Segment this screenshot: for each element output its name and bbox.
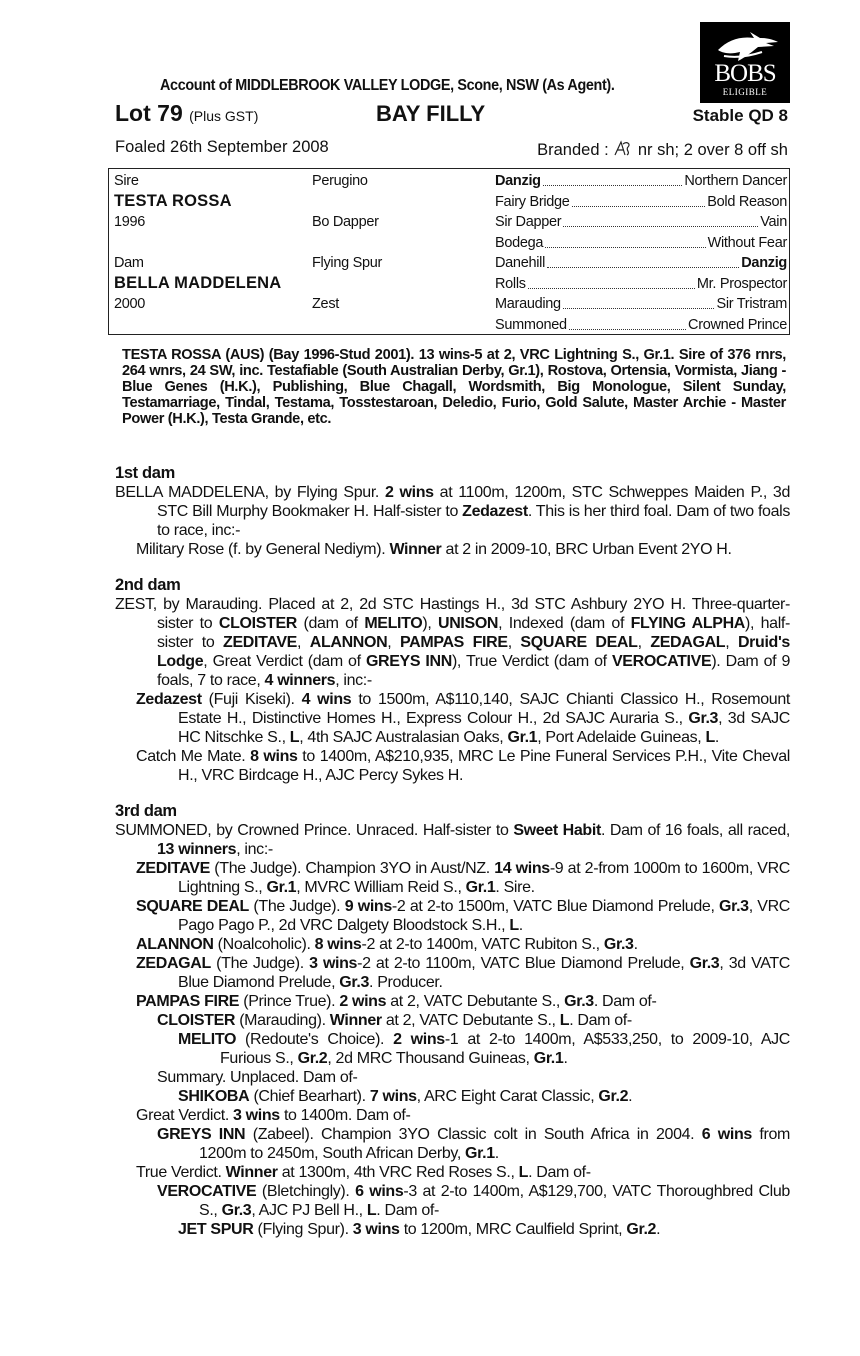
- highlight-text: Gr.3: [339, 974, 370, 991]
- highlight-text: 13 winners: [157, 841, 237, 858]
- pedigree-entry: [115, 595, 791, 690]
- entry-text: , 2d MRC Thousand Guineas,: [327, 1050, 534, 1067]
- leader-dots: [528, 274, 695, 289]
- highlight-text: Gr.3: [221, 1202, 252, 1219]
- highlight-text: CLOISTER: [218, 615, 297, 632]
- entry-text: .: [714, 729, 720, 746]
- entry-text: , inc:-: [236, 841, 273, 858]
- section-heading: 2nd dam: [115, 576, 181, 594]
- entry-text: -9 at 2-from 1000m to 1600m, VRC Lightning S.,: [178, 860, 791, 896]
- great-grandsire-name: Vain: [760, 214, 787, 230]
- great-grandsire-name: Crowned Prince: [688, 316, 787, 333]
- entry-text: . Dam of 16 foals, all raced,: [600, 822, 791, 839]
- bobs-eligible-logo: [700, 22, 790, 103]
- leader-dots: [545, 233, 705, 248]
- entry-text: Great Verdict.: [136, 1107, 234, 1124]
- pedigree-grandparent-row: [495, 253, 787, 273]
- pedigree-entry: [178, 1220, 790, 1239]
- entry-text: (Redoute's Choice).: [236, 1031, 394, 1048]
- sire-year: 1996: [114, 214, 146, 230]
- entry-text: (Prince True).: [239, 993, 340, 1010]
- entry-text: , AJC PJ Bell H.,: [251, 1202, 367, 1219]
- entry-text: ). Dam of 9 foals, 7 to race,: [157, 653, 791, 689]
- lot-number: [115, 100, 258, 127]
- highlight-text: Gr.3: [564, 993, 594, 1010]
- highlight-text: Gr.1: [465, 1145, 495, 1162]
- pedigree-entry: [136, 540, 790, 559]
- entry-text: , 3d VATC Blue Diamond Prelude,: [178, 955, 790, 991]
- grandparent-name: Bodega: [495, 234, 544, 251]
- highlight-text: SQUARE DEAL: [136, 898, 249, 915]
- pedigree-entry: [136, 992, 790, 1011]
- entry-text: SUMMONED, by Crowned Prince. Unraced. Half-sister to: [115, 822, 514, 839]
- pedigree-grandparent-row: [495, 233, 787, 253]
- entry-text: to 1200m, MRC Caulfield Sprint,: [399, 1221, 627, 1238]
- highlight-text: Gr.3: [603, 936, 634, 953]
- entry-text: .: [656, 1221, 661, 1238]
- entry-text: .: [518, 917, 523, 934]
- highlight-text: ZEDAGAL: [650, 634, 726, 651]
- pedigree-entry: [136, 859, 791, 897]
- leader-dots: [569, 315, 686, 330]
- entry-text: at 1300m, 4th VRC Red Roses S.,: [277, 1164, 519, 1181]
- highlight-text: Druid's Lodge: [157, 634, 790, 670]
- sire-sire: Perugino: [312, 173, 368, 189]
- entry-text: from 1200m to 2450m, South African Derby,: [199, 1126, 791, 1162]
- highlight-text: Winner: [389, 541, 442, 558]
- pedigree-entry: [136, 954, 790, 992]
- brand-mark-icon: [613, 138, 633, 158]
- highlight-text: PAMPAS FIRE: [400, 634, 508, 651]
- entry-text: ,: [507, 634, 521, 651]
- entry-text: .: [563, 1050, 568, 1067]
- grandparent-name: Rolls: [495, 275, 526, 292]
- entry-text: , MVRC William Reid S.,: [296, 879, 466, 896]
- pedigree-entry: [157, 1182, 790, 1220]
- entry-text: ,: [297, 634, 310, 651]
- entry-text: , Indexed (dam of: [498, 615, 631, 632]
- grandparent-name: Danehill: [495, 255, 545, 271]
- highlight-text: ZEDITAVE: [223, 634, 297, 651]
- highlight-text: 2 wins: [385, 484, 434, 501]
- highlight-text: 2 wins: [339, 993, 387, 1010]
- highlight-text: JET SPUR: [178, 1221, 254, 1238]
- highlight-text: Zedazest: [136, 691, 202, 708]
- pedigree-entry: [136, 747, 790, 785]
- entry-text: . Sire.: [495, 879, 535, 896]
- entry-text: . Producer.: [369, 974, 443, 991]
- great-grandsire-name: Bold Reason: [707, 193, 787, 210]
- entry-text: Catch Me Mate.: [136, 748, 251, 765]
- highlight-text: Sweet Habit: [513, 822, 601, 839]
- highlight-text: ALANNON: [309, 634, 388, 651]
- entry-text: .: [494, 1145, 499, 1162]
- pedigree-entry: [115, 821, 791, 859]
- entry-text: ,: [637, 634, 651, 651]
- highlight-text: Gr.2: [297, 1050, 328, 1067]
- highlight-text: L: [559, 1012, 570, 1029]
- pedigree-table: [108, 168, 790, 335]
- leader-dots: [543, 171, 683, 186]
- great-grandsire-name: Sir Tristram: [716, 296, 787, 312]
- highlight-text: L: [509, 917, 519, 934]
- section-heading: 1st dam: [115, 464, 175, 482]
- grandparent-name: Sir Dapper: [495, 214, 562, 230]
- entry-text: -3 at 2-to 1400m, A$129,700, VATC Thoroughbred Club S.,: [199, 1183, 790, 1219]
- entry-text: (Zabeel). Champion 3YO Classic colt in South Africa in 2004.: [245, 1126, 702, 1143]
- highlight-text: Gr.3: [688, 710, 719, 727]
- pedigree-entry: [157, 1011, 790, 1030]
- great-grandsire-name: Without Fear: [707, 234, 787, 251]
- entry-text: Military Rose (f. by General Nediym).: [136, 541, 390, 558]
- highlight-text: Gr.1: [533, 1050, 564, 1067]
- pedigree-entry: [136, 1163, 790, 1182]
- pedigree-grandparent-row: [495, 315, 787, 335]
- pedigree-grandparent-row: [495, 171, 787, 191]
- highlight-text: L: [518, 1164, 529, 1181]
- pedigree-entry: [178, 1087, 790, 1106]
- entry-text: to 1400m, A$210,935, MRC Le Pine Funeral Services P.H., Vite Cheval H., VRC Birdcage H., AJC Percy Sykes H.: [178, 748, 790, 784]
- highlight-text: Gr.3: [719, 898, 749, 915]
- entry-text: . Dam of-: [376, 1202, 439, 1219]
- leader-dots: [572, 192, 706, 207]
- highlight-text: Zedazest: [462, 503, 528, 520]
- highlight-text: SQUARE DEAL: [520, 634, 638, 651]
- highlight-text: Gr.3: [689, 955, 720, 972]
- grandparent-name: Danzig: [495, 173, 541, 189]
- pedigree-entry: [157, 1125, 791, 1163]
- entry-text: . This is her third foal. Dam of two foals to race, inc:-: [157, 503, 790, 539]
- sire-dam: Bo Dapper: [312, 214, 379, 230]
- highlight-text: 4 wins: [301, 691, 352, 708]
- highlight-text: MELITO: [178, 1031, 237, 1048]
- highlight-text: L: [289, 729, 300, 746]
- grandparent-name: Marauding: [495, 296, 561, 312]
- pedigree-entry: [157, 1068, 790, 1087]
- highlight-text: VEROCATIVE: [611, 653, 712, 670]
- entry-text: at 2, VATC Debutante S.,: [386, 993, 565, 1010]
- entry-text: , Great Verdict (dam of: [203, 653, 366, 670]
- dam-name: BELLA MADDELENA: [114, 274, 282, 292]
- highlight-text: Gr.1: [465, 879, 496, 896]
- entry-text: (The Judge).: [248, 898, 345, 915]
- entry-text: ), True Verdict (dam of: [451, 653, 612, 670]
- entry-text: BELLA MADDELENA, by Flying Spur.: [115, 484, 385, 501]
- vendor-account: Account of MIDDLEBROOK VALLEY LODGE, Scone, NSW (As Agent).: [160, 77, 615, 94]
- pedigree-entry: [178, 1030, 790, 1068]
- entry-text: ),: [422, 615, 438, 632]
- highlight-text: 6 wins: [701, 1126, 752, 1143]
- great-grandsire-name: Northern Dancer: [684, 173, 787, 189]
- entry-text: , ARC Eight Carat Classic,: [416, 1088, 599, 1105]
- entry-text: (Chief Bearhart).: [249, 1088, 370, 1105]
- highlight-text: 3 wins: [352, 1221, 400, 1238]
- entry-text: ,: [725, 634, 738, 651]
- pedigree-entry: [136, 1106, 790, 1125]
- pedigree-entry: [136, 690, 790, 747]
- entry-text: (Flying Spur).: [253, 1221, 353, 1238]
- entry-text: (Noalcoholic).: [213, 936, 315, 953]
- highlight-text: L: [705, 729, 715, 746]
- entry-text: ,: [387, 634, 401, 651]
- lot-note: (Plus GST): [189, 108, 259, 124]
- entry-text: at 2 in 2009-10, BRC Urban Event 2YO H.: [441, 541, 732, 558]
- highlight-text: SHIKOBA: [178, 1088, 250, 1105]
- pedigree-grandparent-row: [495, 212, 787, 232]
- dam-year: 2000: [114, 296, 146, 312]
- highlight-text: 7 wins: [369, 1088, 417, 1105]
- branded-info: [537, 138, 788, 160]
- highlight-text: MELITO: [364, 615, 423, 632]
- entry-text: at 2, VATC Debutante S.,: [381, 1012, 560, 1029]
- foaled-date: Foaled 26th September 2008: [115, 138, 329, 156]
- highlight-text: L: [366, 1202, 377, 1219]
- entry-text: at 1100m, 1200m, STC Schweppes Maiden P., 3d STC Bill Murphy Bookmaker H. Half-sister to: [157, 484, 790, 520]
- branded-label: Branded :: [537, 141, 609, 159]
- entry-text: (Marauding).: [235, 1012, 330, 1029]
- entry-text: , 4th SAJC Australasian Oaks,: [299, 729, 508, 746]
- entry-text: (The Judge). Champion 3YO in Aust/NZ.: [209, 860, 495, 877]
- highlight-text: 3 wins: [309, 955, 358, 972]
- leader-dots: [563, 294, 715, 309]
- entry-text: , Port Adelaide Guineas,: [537, 729, 706, 746]
- entry-text: ), half-sister to: [157, 615, 791, 651]
- highlight-text: Gr.1: [266, 879, 297, 896]
- entry-text: .: [628, 1088, 633, 1105]
- sire-name: TESTA ROSSA: [114, 192, 232, 210]
- entry-text: ZEST, by Marauding. Placed at 2, 2d STC Hastings H., 3d STC Ashbury 2YO H. Three-quarter-sister to: [115, 596, 790, 632]
- highlight-text: GREYS INN: [157, 1126, 246, 1143]
- great-grandsire-name: Danzig: [741, 255, 787, 271]
- pedigree-grandparent-row: [495, 274, 787, 294]
- sire-summary: TESTA ROSSA (AUS) (Bay 1996-Stud 2001). 13 wins-5 at 2, VRC Lightning S., Gr.1. Sire of 376 rnrs, 264 wnrs, 24 SW, inc. Testafiable (South Australian Derby, Gr.1), Rostova, Ortensia, Vormista, Jiang - Blue Genes (H.K.), Publishing, Blue Chagall, Wordsmith, Big Monologue, Silent Sunday, Testamarriage, Tindal, Testama, Tosstestaroan, Deledio, Furio, Gold Salute, Master Archie - Master Power (H.K.), Testa Grande, etc.: [122, 347, 786, 427]
- entry-text: . Dam of-: [593, 993, 657, 1010]
- lot-label: Lot 79: [115, 100, 183, 126]
- highlight-text: UNISON: [438, 615, 499, 632]
- entry-text: , 3d SAJC HC Nitschke S.,: [178, 710, 790, 746]
- highlight-text: FLYING ALPHA: [630, 615, 746, 632]
- highlight-text: 14 wins: [494, 860, 550, 877]
- sire-label: Sire: [114, 173, 139, 189]
- horse-description: BAY FILLY: [376, 101, 486, 126]
- highlight-text: 8 wins: [250, 748, 298, 765]
- highlight-text: Gr.1: [507, 729, 538, 746]
- stable-number: Stable QD 8: [692, 106, 788, 125]
- highlight-text: Winner: [225, 1164, 278, 1181]
- entry-text: . Dam of-: [569, 1012, 632, 1029]
- pedigree-grandparent-row: [495, 294, 787, 314]
- entry-text: (dam of: [296, 615, 365, 632]
- entry-text: -2 at 2-to 1100m, VATC Blue Diamond Prelude,: [357, 955, 690, 972]
- entry-text: , inc:-: [335, 672, 372, 689]
- pedigree-entry: [136, 897, 791, 935]
- family-details: [115, 463, 790, 1239]
- entry-text: Summary. Unplaced. Dam of-: [157, 1069, 358, 1086]
- entry-text: (Bletchingly).: [256, 1183, 356, 1200]
- entry-text: . Dam of-: [528, 1164, 591, 1181]
- entry-text: to 1400m. Dam of-: [279, 1107, 411, 1124]
- highlight-text: 3 wins: [233, 1107, 280, 1124]
- highlight-text: 4 winners: [264, 672, 336, 689]
- horse-head-icon: [710, 28, 780, 64]
- entry-text: True Verdict.: [136, 1164, 226, 1181]
- logo-subtext: ELIGIBLE: [722, 87, 768, 97]
- highlight-text: VEROCATIVE: [157, 1183, 257, 1200]
- great-grandsire-name: Mr. Prospector: [696, 275, 787, 292]
- logo-text: BOBS: [714, 60, 776, 87]
- highlight-text: 2 wins: [393, 1031, 445, 1048]
- entry-text: .: [633, 936, 638, 953]
- pedigree-entry: [115, 483, 790, 540]
- leader-dots: [563, 212, 758, 227]
- leader-dots: [547, 253, 739, 268]
- entry-text: -2 at 2-to 1500m, VATC Blue Diamond Prelude,: [391, 898, 719, 915]
- highlight-text: GREYS INN: [365, 653, 452, 670]
- entry-text: to 1500m, A$110,140, SAJC Chianti Classico H., Rosemount Estate H., Distinctive Homes H., Express Colour H., 2d SAJC Auraria S.,: [178, 691, 790, 727]
- highlight-text: Gr.2: [598, 1088, 629, 1105]
- dam-label: Dam: [114, 255, 144, 271]
- section-heading: 3rd dam: [115, 802, 177, 820]
- entry-text: -2 at 2-to 1400m, VATC Rubiton S.,: [361, 936, 604, 953]
- highlight-text: 6 wins: [355, 1183, 404, 1200]
- entry-text: , VRC Pago Pago P., 2d VRC Dalgety Bloodstock S.H.,: [178, 898, 791, 934]
- highlight-text: Gr.2: [626, 1221, 657, 1238]
- highlight-text: PAMPAS FIRE: [136, 993, 240, 1010]
- highlight-text: 9 wins: [344, 898, 392, 915]
- highlight-text: 8 wins: [314, 936, 362, 953]
- highlight-text: ZEDITAVE: [136, 860, 210, 877]
- entry-text: (Fuji Kiseki).: [201, 691, 302, 708]
- grandparent-name: Summoned: [495, 316, 567, 333]
- grandparent-name: Fairy Bridge: [495, 193, 570, 210]
- branded-text: nr sh; 2 over 8 off sh: [637, 141, 788, 159]
- pedigree-entry: [136, 935, 790, 954]
- entry-text: (The Judge).: [210, 955, 310, 972]
- dam-sire: Flying Spur: [312, 255, 383, 271]
- pedigree-grandparent-row: [495, 192, 787, 212]
- highlight-text: ALANNON: [136, 936, 214, 953]
- highlight-text: Winner: [329, 1012, 382, 1029]
- dam-dam: Zest: [312, 296, 339, 312]
- highlight-text: ZEDAGAL: [136, 955, 211, 972]
- highlight-text: CLOISTER: [157, 1012, 236, 1029]
- entry-text: -1 at 2-to 1400m, A$533,250, to 2009-10, AJC Furious S.,: [220, 1031, 790, 1067]
